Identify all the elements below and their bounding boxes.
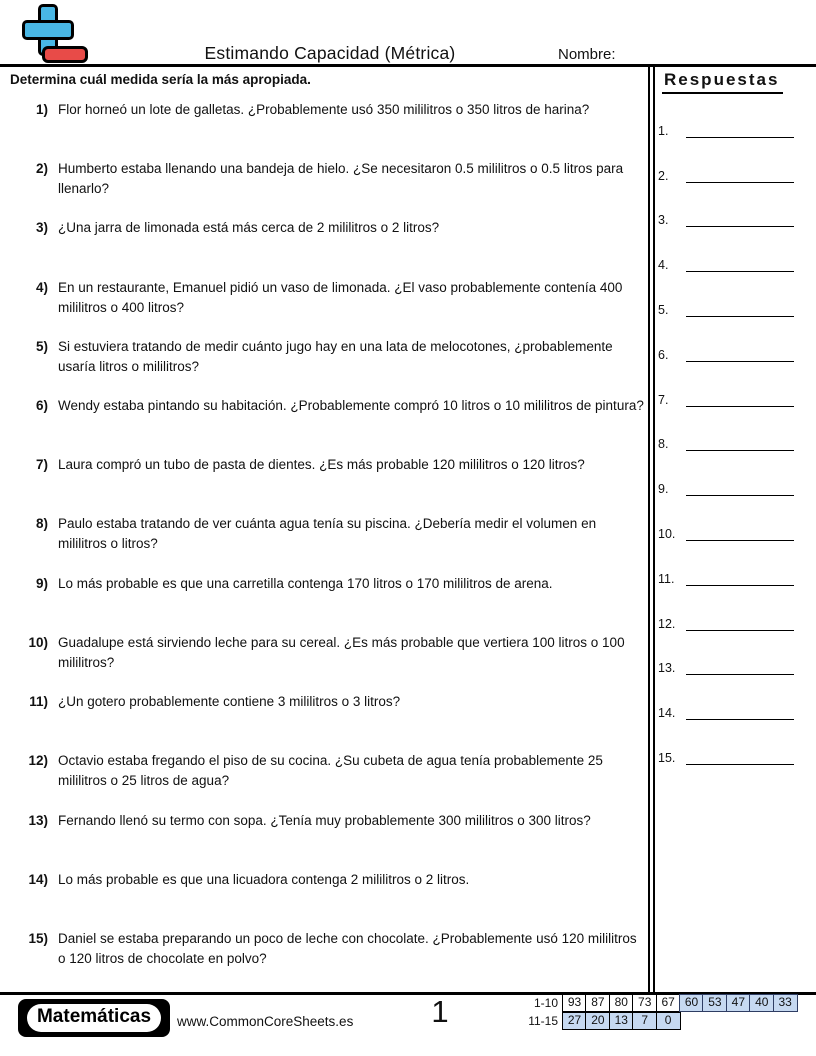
answer-number: 7. [658, 393, 669, 407]
answer-blank-line [686, 342, 794, 362]
question-text: Octavio estaba fregando el piso de su cocina. ¿Su cubeta de agua tenía probablemente 25 mililitros o 25 litros de agua? [58, 753, 603, 788]
question-text: Guadalupe está sirviendo leche para su cereal. ¿Es más probable que vertiera 100 litros o 100 mililitros? [58, 635, 625, 670]
question-number: 6) [35, 398, 48, 413]
answer-number: 15. [658, 751, 676, 765]
grade-cell: 13 [609, 1012, 634, 1030]
question-number: 7) [35, 457, 48, 472]
grade-cell: 0 [656, 1012, 681, 1030]
question-text: Fernando llenó su termo con sopa. ¿Tenía muy probablemente 300 mililitros o 300 litros? [58, 813, 591, 828]
question-10 [10, 633, 646, 672]
grade-cell: 7 [632, 1012, 657, 1030]
answer-number: 12. [658, 617, 676, 631]
grading-row-label: 11-15 [528, 1014, 558, 1028]
answer-slot-4 [658, 252, 794, 272]
answer-blank-line [686, 163, 794, 183]
answer-slot-12 [658, 611, 794, 631]
brand-logo [18, 999, 170, 1037]
answer-slot-2 [658, 163, 794, 183]
answer-blank-line [686, 611, 794, 631]
grade-cell: 33 [773, 994, 798, 1012]
grading-row-label: 1-10 [533, 996, 558, 1010]
answer-slot-5 [658, 297, 794, 317]
grading-row-1 [528, 994, 798, 1012]
answer-slot-7 [658, 387, 794, 407]
answer-blank-line [686, 521, 794, 541]
answer-number: 3. [658, 213, 669, 227]
question-text: ¿Un gotero probablemente contiene 3 mililitros o 3 litros? [58, 694, 401, 709]
question-9 [10, 574, 646, 594]
answers-heading: Respuestas [662, 70, 783, 94]
answer-slot-15 [658, 745, 794, 765]
question-13 [10, 811, 646, 831]
question-14 [10, 870, 646, 890]
answer-blank-line [686, 700, 794, 720]
grading-table [528, 994, 798, 1030]
answer-slot-6 [658, 342, 794, 362]
answer-number: 9. [658, 482, 669, 496]
question-2 [10, 159, 646, 198]
question-number: 4) [35, 280, 48, 295]
question-number: 5) [35, 339, 48, 354]
header-divider [0, 64, 816, 67]
question-text: Lo más probable es que una licuadora contenga 2 mililitros o 2 litros. [58, 872, 470, 887]
answer-slot-9 [658, 476, 794, 496]
answer-number: 6. [658, 348, 669, 362]
answer-blank-line [686, 387, 794, 407]
answer-blank-line [686, 252, 794, 272]
question-text: Wendy estaba pintando su habitación. ¿Probablemente compró 10 litros o 10 mililitros de pintura? [58, 398, 644, 413]
question-1 [10, 100, 646, 120]
answer-blank-line [686, 476, 794, 496]
question-number: 1) [35, 102, 48, 117]
question-number: 10) [28, 635, 48, 650]
question-text: En un restaurante, Emanuel pidió un vaso de limonada. ¿El vaso probablemente contenía 400 mililitros o 400 litros? [58, 280, 623, 315]
question-text: Daniel se estaba preparando un poco de leche con chocolate. ¿Probablemente usó 120 mililitros o 120 litros de chocolate en polvo? [58, 931, 637, 966]
question-number: 8) [35, 516, 48, 531]
grade-cell: 67 [656, 994, 681, 1012]
question-6 [10, 396, 646, 416]
question-number: 2) [35, 161, 48, 176]
question-text: Si estuviera tratando de medir cuánto jugo hay en una lata de melocotones, ¿probablemente usaría litros o mililitros? [58, 339, 613, 374]
answer-blank-line [686, 297, 794, 317]
question-text: Lo más probable es que una carretilla contenga 170 litros o 170 mililitros de arena. [58, 576, 553, 591]
grade-cell: 40 [749, 994, 774, 1012]
grade-cell: 93 [562, 994, 587, 1012]
answer-slot-14 [658, 700, 794, 720]
answer-number: 8. [658, 437, 669, 451]
answer-blank-line [686, 118, 794, 138]
answer-number: 14. [658, 706, 676, 720]
brand-logo-text: Matemáticas [27, 1004, 161, 1032]
answer-number: 4. [658, 258, 669, 272]
question-text: ¿Una jarra de limonada está más cerca de 2 mililitros o 2 litros? [58, 220, 440, 235]
answer-slot-8 [658, 431, 794, 451]
grade-cell: 27 [562, 1012, 587, 1030]
question-number: 15) [28, 931, 48, 946]
answer-slot-3 [658, 207, 794, 227]
answer-number: 13. [658, 661, 676, 675]
answer-slot-11 [658, 566, 794, 586]
grade-cell: 47 [726, 994, 751, 1012]
question-8 [10, 514, 646, 553]
question-number: 3) [35, 220, 48, 235]
question-text: Laura compró un tubo de pasta de dientes. ¿Es más probable 120 mililitros o 120 litros? [58, 457, 585, 472]
column-divider-outer [648, 67, 650, 992]
answer-slot-10 [658, 521, 794, 541]
question-text: Humberto estaba llenando una bandeja de hielo. ¿Se necesitaron 0.5 mililitros o 0.5 litros para llenarlo? [58, 161, 624, 196]
question-7 [10, 455, 646, 475]
page-title: Estimando Capacidad (Métrica) [204, 43, 456, 63]
question-4 [10, 278, 646, 317]
plus-icon-bar [22, 20, 74, 40]
answer-slot-13 [658, 655, 794, 675]
question-number: 11) [29, 694, 48, 709]
answer-blank-line [686, 207, 794, 227]
question-text: Paulo estaba tratando de ver cuánta agua tenía su piscina. ¿Debería medir el volumen en mililitros o litros? [58, 516, 597, 551]
answer-number: 2. [658, 169, 669, 183]
instruction-text: Determina cuál medida sería la más apropiada. [10, 72, 311, 87]
question-number: 13) [28, 813, 48, 828]
grading-row-2 [528, 1012, 798, 1030]
answer-blank-line [686, 431, 794, 451]
grade-cell: 87 [585, 994, 610, 1012]
answer-number: 10. [658, 527, 676, 541]
grade-cell: 53 [702, 994, 727, 1012]
question-11 [10, 692, 646, 712]
website-url: www.CommonCoreSheets.es [177, 1014, 354, 1029]
answer-blank-line [686, 655, 794, 675]
answer-blank-line [686, 745, 794, 765]
question-number: 9) [35, 576, 48, 591]
name-label: Nombre: [558, 46, 616, 63]
grade-cell: 20 [585, 1012, 610, 1030]
question-number: 14) [28, 872, 48, 887]
answer-number: 5. [658, 303, 669, 317]
column-divider-inner [653, 67, 655, 992]
question-12 [10, 751, 646, 790]
question-15 [10, 929, 646, 968]
answer-number: 11. [658, 572, 675, 586]
question-number: 12) [28, 753, 48, 768]
page-number: 1 [431, 994, 449, 1029]
question-3 [10, 218, 646, 238]
answer-number: 1. [658, 124, 669, 138]
question-5 [10, 337, 646, 376]
answer-slot-1 [658, 118, 794, 138]
grade-cell: 60 [679, 994, 704, 1012]
answer-blank-line [686, 566, 794, 586]
grade-cell: 73 [632, 994, 657, 1012]
question-text: Flor horneó un lote de galletas. ¿Probablemente usó 350 mililitros o 350 litros de harina? [58, 102, 590, 117]
grade-cell: 80 [609, 994, 634, 1012]
